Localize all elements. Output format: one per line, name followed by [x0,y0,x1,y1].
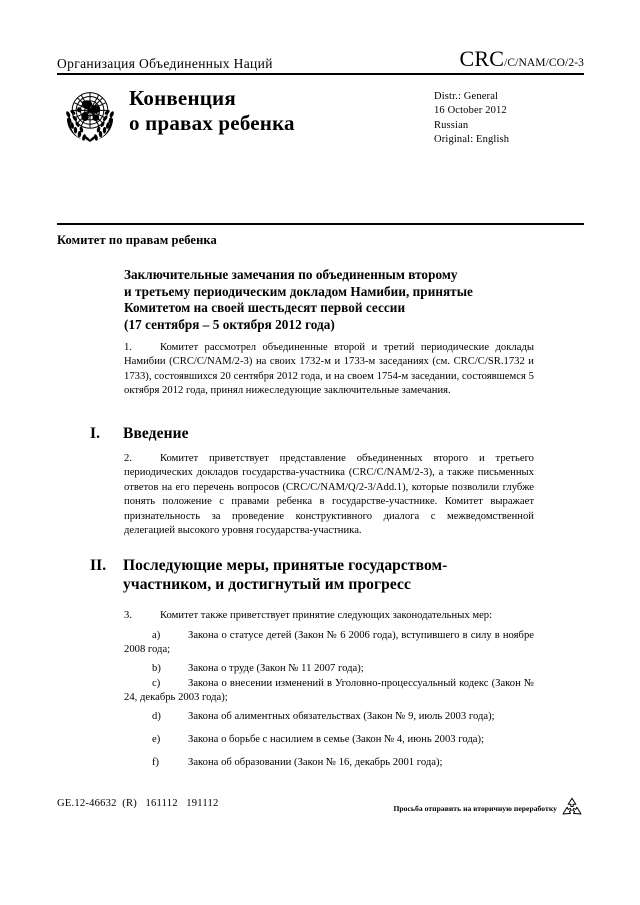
recycle-note: Просьба отправить на вторичную переработку [393,803,557,813]
footer-job-number: GE.12-46632 (R) 161112 191112 [57,798,219,809]
list-item-text: Закона об алиментных обязательствах (Закон № 9, июль 2003 года); [188,711,495,722]
footer-recycle-block [393,796,584,820]
distribution-block [428,82,584,147]
document-symbol [459,48,584,70]
header-divider-top [57,73,584,75]
header-divider-bottom [57,223,584,225]
list-item-text: Закона о статусе детей (Закон № 6 2006 года), вступившего в силу в ноябре 2008 года; [124,630,534,656]
convention-title-line-2: о правах ребенка [129,111,295,135]
document-symbol-prefix: CRC [459,46,505,71]
page-title [124,267,534,333]
list-item-text: Закона о внесении изменений в Уголовно-процессуальный кодекс (Закон № 24, декабрь 2003 года); [124,678,534,704]
page-title-line: Комитетом на своей шестьдесят первой сессии [124,300,406,316]
section-title: Введение [123,425,189,442]
list-item [124,629,534,658]
list-item [124,662,534,676]
list-item-letter: f) [152,757,160,768]
section-title-line: участником, и достигнутый им прогресс [123,576,411,593]
convention-title-line-1: Конвенция [129,86,236,110]
masthead-top-row [57,48,584,70]
section-title [123,556,535,594]
section-numeral: I. [90,425,101,442]
paragraph-1 [124,341,534,399]
page-title-line: и третьему периодическим докладом Намибии, принятые [124,283,473,299]
paragraph-text: Комитет приветствует представление объединенных второго и третьего периодических докладов государства-участника (CRC/C/NAM/2-3), а также письменных ответов на его перечень вопросов (CRC/C/NAM/Q/2-3/Add.1), которые позволили глубже понять положение с правами ребенка в государстве-участнике. Комитет выражает признательность за проведение конструктивного диалога с межведомственной делегацией высокого уровня государства-участника. [124,453,534,537]
list-item-text: Закона о труде (Закон № 11 2007 года); [188,663,364,674]
list-item-text: Закона о борьбе с насилием в семье (Закон № 4, июнь 2003 года); [188,734,485,745]
paragraph-text: Комитет также приветствует принятие следующих законодательных мер: [160,610,493,621]
paragraph-2 [124,452,534,538]
paragraph-number: 2. [124,453,132,464]
list-item-letter: a) [152,630,161,641]
emblem-title-row [57,82,584,147]
paragraph-number: 1. [124,342,132,353]
list-item-letter: e) [152,734,161,745]
recycle-icon [560,796,584,820]
list-item [124,677,534,706]
distribution-language: Russian [434,119,469,131]
distribution-original: Original: English [434,133,510,145]
list-item [124,733,534,747]
list-item-letter: d) [152,711,161,722]
section-title-line: Последующие меры, принятые государством- [123,557,448,574]
distribution-type: Distr.: General [434,91,499,102]
masthead [57,48,584,70]
convention-title [129,82,428,136]
section-heading-1 [90,424,535,443]
paragraph-text: Комитет рассмотрел объединенные второй и третий периодические доклады Намибии (CRC/C/NAM/2-3) на своих 1732-м и 1733-м заседаниях (см. CRC/C/SR.1732 и 1733), состоявшихся 20 сентября 2012 года, и на своем 1754-м заседании, состоявшемся 5 октября 2012 года, принял нижеследующие заключительные замечания. [124,342,534,397]
section-heading-2 [90,556,535,594]
committee-name: Комитет по правам ребенка [57,233,217,247]
list-item-letter: b) [152,663,161,674]
document-symbol-suffix: /C/NAM/CO/2-3 [504,57,584,69]
list-item-text: Закона об образовании (Закон № 16, декабрь 2001 года); [188,757,443,768]
section-numeral: II. [90,557,107,574]
organization-name: Организация Объединенных Наций [57,55,273,71]
list-item-letter: c) [152,678,161,689]
list-item [124,710,534,724]
paragraph-number: 3. [124,610,132,621]
un-emblem-icon [57,84,123,146]
page-title-line: (17 сентября – 5 октября 2012 года) [124,316,335,332]
list-item [124,756,534,770]
paragraph-3 [124,609,534,623]
page-title-line: Заключительные замечания по объединенным второму [124,267,458,282]
distribution-date: 16 October 2012 [434,105,507,117]
